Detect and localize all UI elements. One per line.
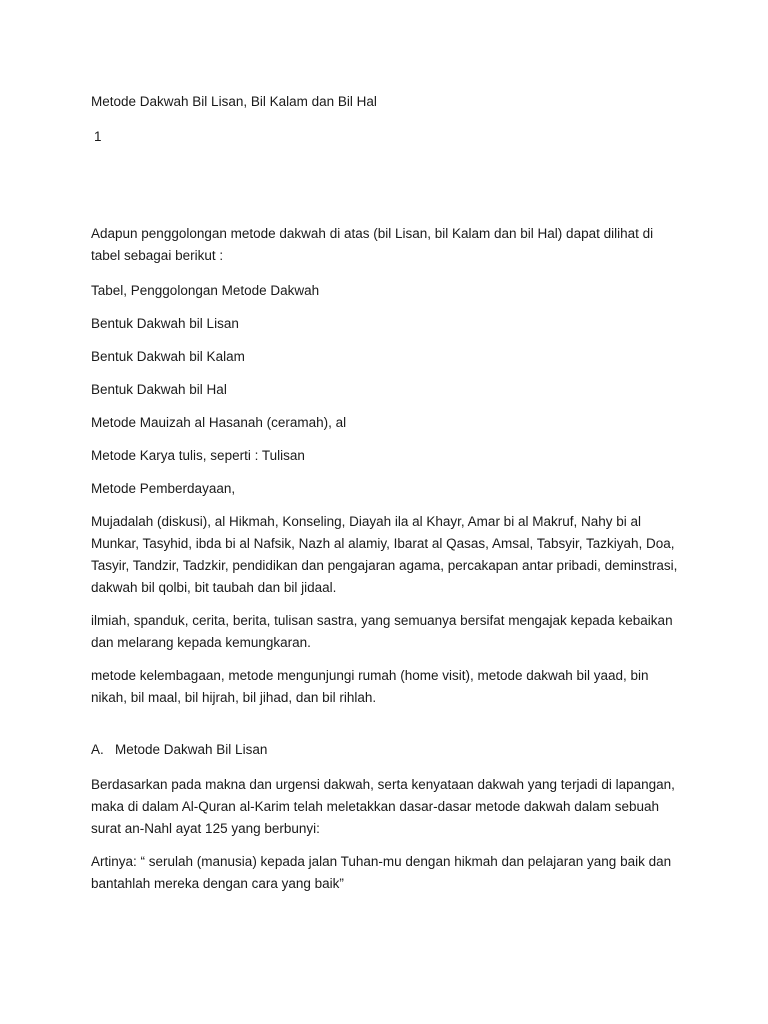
intro-paragraph: Adapun penggolongan metode dakwah di atas (bil Lisan, bil Kalam dan bil Hal) dapat dilihat di tabel sebagai berikut :: [91, 226, 654, 263]
document-body: [91, 223, 681, 895]
table-header-lisan: Bentuk Dakwah bil Lisan: [91, 316, 239, 331]
page-number: 1: [94, 129, 102, 144]
table-header-kalam: Bentuk Dakwah bil Kalam: [91, 349, 245, 364]
document-title: Metode Dakwah Bil Lisan, Bil Kalam dan Bil Hal: [91, 94, 377, 109]
section-a-paragraph: Berdasarkan pada makna dan urgensi dakwah, serta kenyataan dakwah yang terjadi di lapangan, maka di dalam Al-Quran al-Karim telah meletakkan dasar-dasar metode dakwah dalam sebuah surat an-Nahl ayat 125 yang berbunyi:: [91, 777, 675, 836]
section-a-letter: A.: [91, 742, 104, 757]
hal-methods-list: metode kelembagaan, metode mengunjungi rumah (home visit), metode dakwah bil yaad, bin nikah, bil maal, bil hijrah, bil jihad, dan bil rihlah.: [91, 668, 649, 705]
section-a-translation: Artinya: “ serulah (manusia) kepada jalan Tuhan-mu dengan hikmah dan pelajaran yang baik dan bantahlah mereka dengan cara yang baik”: [91, 854, 672, 891]
table-header-hal: Bentuk Dakwah bil Hal: [91, 382, 227, 397]
kalam-methods-list: ilmiah, spanduk, cerita, berita, tulisan sastra, yang semuanya bersifat mengajak kepada kebaikan dan melarang kepada kemungkaran.: [91, 613, 673, 650]
section-a-heading: [91, 739, 681, 761]
table-cell-kalam-method: Metode Karya tulis, seperti : Tulisan: [91, 448, 305, 463]
table-cell-lisan-method: Metode Mauizah al Hasanah (ceramah), al: [91, 415, 347, 430]
section-a-title: Metode Dakwah Bil Lisan: [115, 742, 268, 757]
lisan-methods-list: Mujadalah (diskusi), al Hikmah, Konseling, Diayah ila al Khayr, Amar bi al Makruf, Nahy bi al Munkar, Tasyhid, ibda bi al Nafsik, Nazh al alamiy, Ibarat al Qasas, Amsal, Tabsyir, Tazkiyah, Doa, Tasyir, Tandzir, Tadzkir, pendidikan dan pengajaran agama, percakapan antar pribadi, deminstrasi, dakwah bil qolbi, bit taubah dan bil jidaal.: [91, 514, 678, 595]
table-cell-hal-method: Metode Pemberdayaan,: [91, 481, 236, 496]
table-caption: Tabel, Penggolongan Metode Dakwah: [91, 283, 320, 298]
